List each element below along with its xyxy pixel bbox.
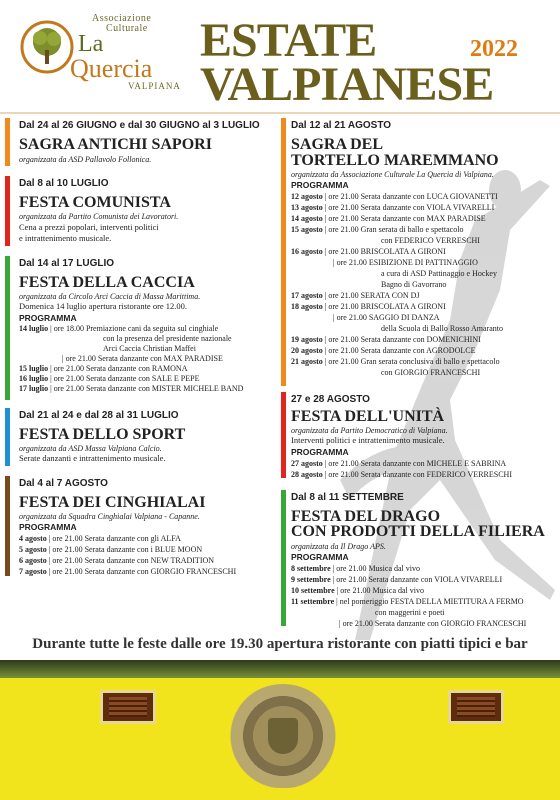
program-row: a cura di ASD Pattinaggio e Hockey — [381, 269, 497, 278]
program-row: 20 agosto | ore 21.00 Serata danzante con AGRODOLCE — [291, 346, 476, 355]
year: 2022 — [470, 36, 518, 62]
event-title: SAGRA ANTICHI SAPORI — [19, 136, 212, 153]
event-organizer: organizzata da Partito Democratico di Valpiana. — [291, 426, 448, 435]
main-title-line2: VALPIANESE — [200, 58, 494, 111]
event-organizer: organizzata da Circolo Arci Caccia di Massa Marittima. — [19, 292, 201, 301]
main-title-line1: ESTATE — [200, 14, 377, 67]
program-row: 7 agosto | ore 21.00 Serata danzante con GIORGIO FRANCESCHI — [19, 567, 237, 576]
roof-edge — [0, 660, 560, 678]
color-bar — [5, 118, 10, 166]
program-row: 18 agosto | ore 21.00 BRISCOLATA A GIRONI — [291, 302, 446, 311]
event-dates: Dal 4 al 7 AGOSTO — [19, 478, 108, 489]
program-row: 17 agosto | ore 21.00 SERATA CON DJ — [291, 291, 420, 300]
program-row: 4 agosto | ore 21.00 Serata danzante con gli ALFA — [19, 534, 181, 543]
event-title: FESTA DEI CINGHIALAI — [19, 494, 206, 511]
event-festa-dell-unita — [281, 392, 556, 484]
program-row: della Scuola di Ballo Rosso Amaranto — [381, 324, 503, 333]
program-row: con la presenza del presidente nazionale — [103, 334, 232, 343]
event-festa-dei-cinghialai — [5, 476, 295, 580]
event-dates: Dal 8 al 10 LUGLIO — [19, 178, 109, 189]
header-divider — [0, 112, 560, 114]
program-row: 8 settembre | ore 21.00 Musica dal vivo — [291, 564, 420, 573]
program-row: 28 agosto | ore 21.00 Serata danzante con FEDERICO VERRESCHI — [291, 470, 512, 479]
event-organizer: organizzata da Associazione Culturale La Quercia di Valpiana. — [291, 170, 494, 179]
event-organizer: organizzata da ASD Pallavolo Follonica. — [19, 155, 152, 164]
event-title-line2: CON PRODOTTI DELLA FILIERA — [291, 523, 545, 540]
program-row: 9 settembre | ore 21.00 Serata danzante con VIOLA VIVARELLI — [291, 575, 503, 584]
program-row: | ore 21.00 SAGGIO DI DANZA — [333, 313, 440, 322]
event-dates: Dal 12 al 21 AGOSTO — [291, 120, 392, 131]
event-dates: Dal 8 al 11 SETTEMBRE — [291, 492, 404, 503]
event-description: Interventi politici e intrattenimento musicale. — [291, 435, 445, 445]
logo-quercia: Quercia — [70, 54, 153, 83]
program-row: Bagno di Gavorrano — [381, 280, 447, 289]
program-row: 6 agosto | ore 21.00 Serata danzante con NEW TRADITION — [19, 556, 215, 565]
program-row: 10 settembre | ore 21.00 Musica dal vivo — [291, 586, 424, 595]
event-dates: Dal 21 al 24 e dal 28 al 31 LUGLIO — [19, 410, 179, 421]
program-row: Arci Caccia Christian Maffei — [103, 344, 196, 353]
program-label: PROGRAMMA — [291, 447, 349, 457]
program-row: 14 luglio | ore 18.00 Premiazione cani da seguita sul cinghiale — [19, 324, 219, 333]
event-organizer: organizzata da Partito Comunista dei Lavoratori. — [19, 212, 179, 221]
program-label: PROGRAMMA — [19, 313, 77, 323]
program-row: | ore 21.00 Serata danzante con GIORGIO FRANCESCHI — [339, 619, 527, 628]
event-description: Domenica 14 luglio apertura ristorante ore 12.00. — [19, 301, 188, 311]
program-label: PROGRAMMA — [291, 180, 349, 190]
program-row: 21 agosto | ore 21.00 Gran serata conclusiva di ballo e spettacolo — [291, 357, 500, 366]
logo-valpiana: VALPIANA — [128, 81, 181, 91]
color-bar — [5, 176, 10, 246]
event-festa-dello-sport — [5, 408, 275, 470]
event-festa-del-drago — [281, 490, 556, 630]
oak-tree-icon — [20, 20, 74, 74]
program-row: 13 agosto | ore 21.00 Serata danzante con VIOLA VIVARELLI — [291, 203, 495, 212]
event-title-line1: SAGRA DEL — [291, 136, 384, 153]
event-dates: Dal 24 al 26 GIUGNO e dal 30 GIUGNO al 3 LUGLIO — [19, 120, 260, 131]
event-festa-della-caccia — [5, 256, 295, 404]
program-row: 17 luglio | ore 21.00 Serata danzante con MISTER MICHELE BAND — [19, 384, 244, 393]
event-description: Cena a prezzi popolari, interventi politici e intrattenimento musicale. — [19, 222, 159, 243]
program-row: 12 agosto | ore 21.00 Serata danzante con LUCA GIOVANETTI — [291, 192, 498, 201]
building-facade-photo — [0, 660, 560, 800]
program-row: | ore 21.00 Serata danzante con MAX PARADISE — [62, 354, 223, 363]
logo-la: La — [78, 31, 104, 57]
event-organizer: organizzata da ASD Massa Valpiana Calcio. — [19, 444, 162, 453]
program-row: con maggerini e poeti — [375, 608, 445, 617]
event-sagra-antichi-sapori — [5, 118, 275, 172]
color-bar — [5, 476, 10, 576]
event-title: FESTA DELL'UNITÀ — [291, 408, 445, 425]
shuttered-window-left — [100, 690, 156, 724]
event-dates: 27 e 28 AGOSTO — [291, 394, 370, 405]
event-title-line2: TORTELLO MAREMMANO — [291, 152, 499, 169]
program-row: 15 agosto | ore 21.00 Gran serata di ballo e spettacolo — [291, 225, 464, 234]
program-row: | ore 21.00 ESIBIZIONE DI PATTINAGGIO — [333, 258, 478, 267]
color-bar — [5, 408, 10, 466]
shuttered-window-right — [448, 690, 504, 724]
program-row: 14 agosto | ore 21.00 Serata danzante con MAX PARADISE — [291, 214, 486, 223]
stone-coat-of-arms — [228, 684, 338, 788]
event-title-line1: FESTA DEL DRAGO — [291, 508, 441, 525]
restaurant-banner: Durante tutte le feste dalle ore 19.30 apertura ristorante con piatti tipici e bar — [32, 636, 528, 652]
event-title: FESTA DELLA CACCIA — [19, 274, 195, 291]
color-bar — [281, 118, 286, 386]
logo-association-text: Associazione Culturale — [92, 13, 152, 34]
event-title: FESTA DELLO SPORT — [19, 426, 186, 443]
color-bar — [5, 256, 10, 400]
program-label: PROGRAMMA — [19, 522, 77, 532]
event-title: FESTA COMUNISTA — [19, 194, 171, 211]
program-row: con GIORGIO FRANCESCHI — [381, 368, 481, 377]
program-row: 16 agosto | ore 21.00 BRISCOLATA A GIRONI — [291, 247, 446, 256]
event-sagra-del-tortello — [281, 118, 556, 390]
event-organizer: organizzata da Il Drago APS. — [291, 542, 386, 551]
program-row: 19 agosto | ore 21.00 Serata danzante con DOMENICHINI — [291, 335, 481, 344]
association-logo — [20, 12, 180, 92]
program-row: 5 agosto | ore 21.00 Serata danzante con i BLUE MOON — [19, 545, 203, 554]
color-bar — [281, 392, 286, 478]
event-dates: Dal 14 al 17 LUGLIO — [19, 258, 115, 269]
color-bar — [281, 490, 286, 626]
program-row: 27 agosto | ore 21.00 Serata danzante con MICHELE E SABRINA — [291, 459, 507, 468]
program-row: 11 settembre | nel pomeriggio FESTA DELLA MIETITURA A FERMO — [291, 597, 524, 606]
event-festa-comunista — [5, 176, 275, 252]
program-row: 16 luglio | ore 21.00 Serata danzante con SALE E PEPE — [19, 374, 200, 383]
program-row: con FEDERICO VERRESCHI — [381, 236, 480, 245]
event-description: Serate danzanti e intrattenimento musicale. — [19, 453, 166, 463]
program-label: PROGRAMMA — [291, 552, 349, 562]
event-organizer: organizzata da Squadra Cinghialai Valpiana - Capanne. — [19, 512, 200, 521]
program-row: 15 luglio | ore 21.00 Serata danzante con RAMONA — [19, 364, 188, 373]
